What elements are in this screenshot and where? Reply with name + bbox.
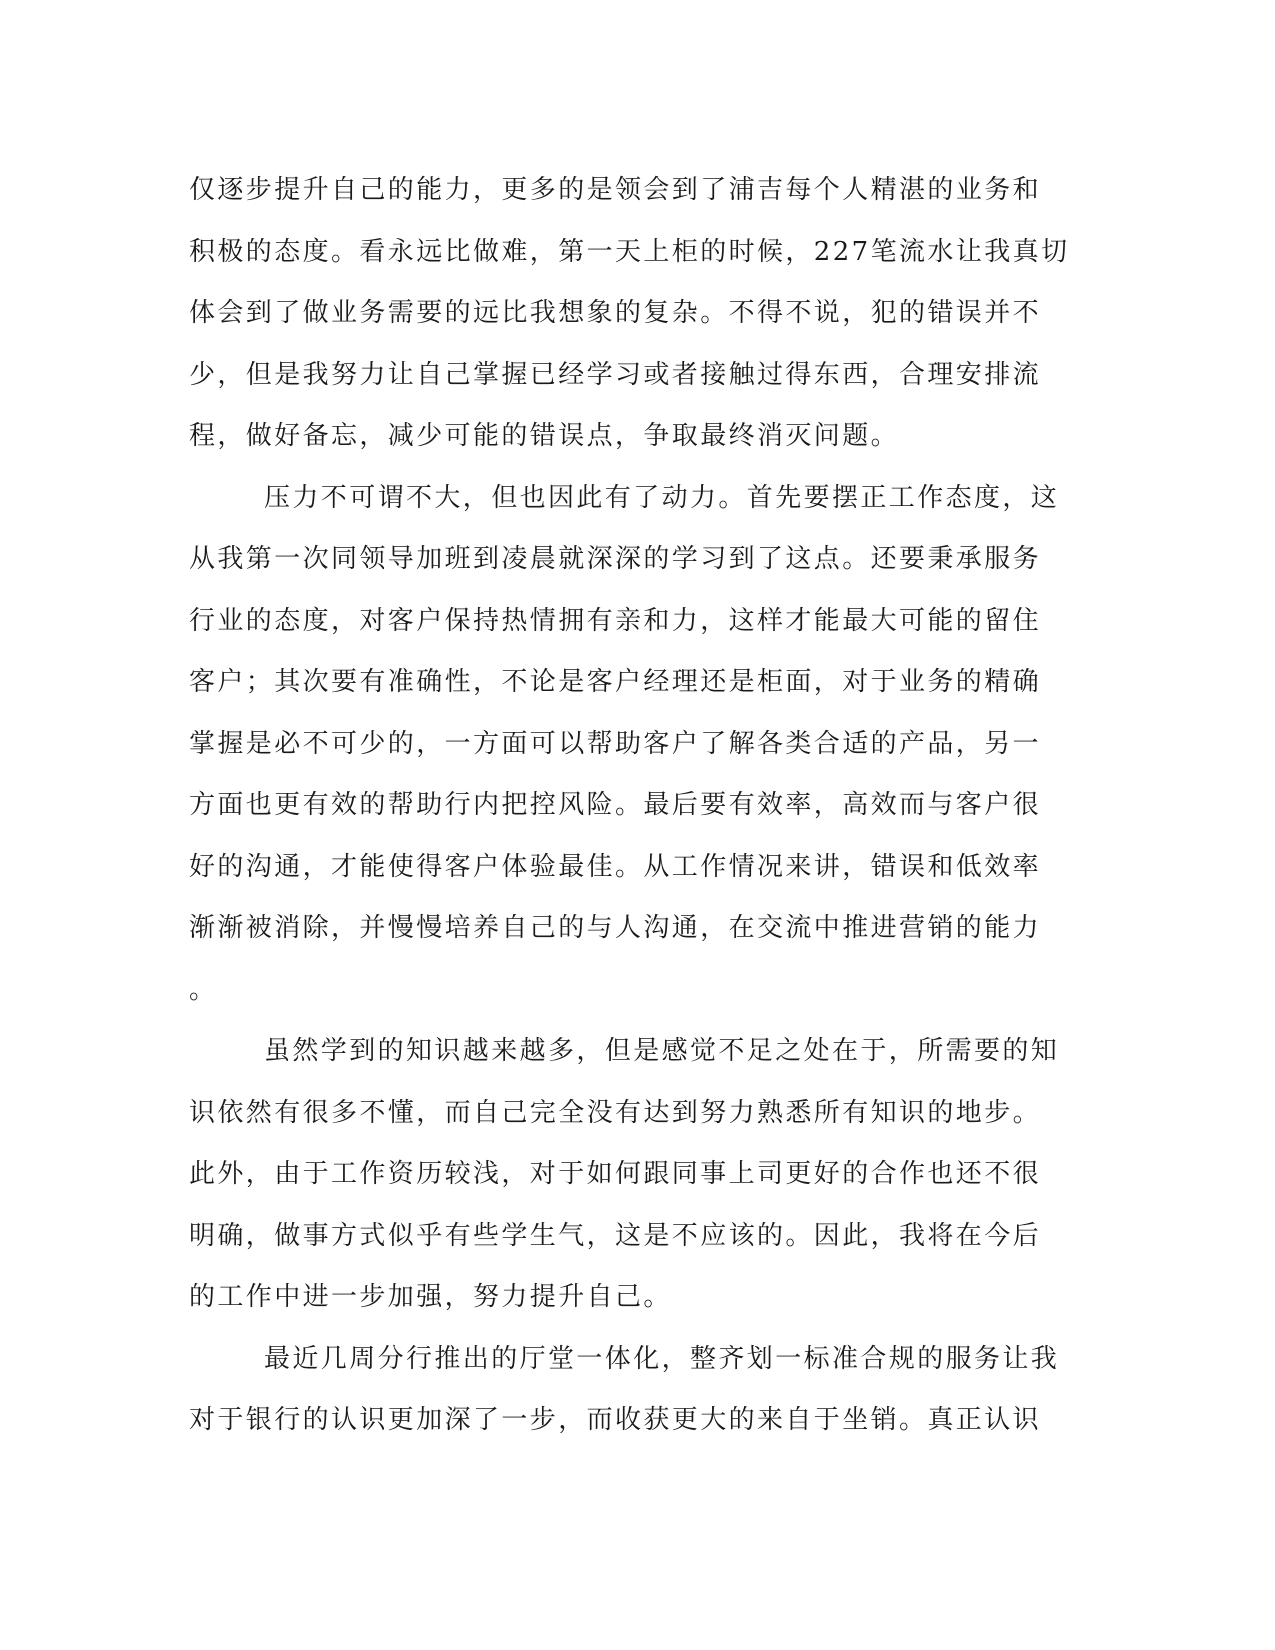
text-line: 明确，做事方式似乎有些学生气，这是不应该的。因此，我将在今后 xyxy=(189,1220,1042,1251)
text-line: 程，做好备忘，减少可能的错误点，争取最终消灭问题。 xyxy=(189,421,900,451)
text-line: 好的沟通，才能使得客户体验最佳。从工作情况来讲，错误和低效率 xyxy=(189,851,1042,882)
text-line: 识依然有很多不懂，而自己完全没有达到努力熟悉所有知识的地步。 xyxy=(189,1097,1042,1128)
text-line: 掌握是必不可少的，一方面可以帮助客户了解各类合适的产品，另一 xyxy=(189,728,1042,759)
text-line-paragraph-start: 压力不可谓不大，但也因此有了动力。首先要摆正工作态度，这 xyxy=(264,482,1060,513)
text-line: 渐渐被消除，并慢慢培养自己的与人沟通，在交流中推进营销的能力 xyxy=(189,913,1042,943)
text-line: 少，但是我努力让自己掌握已经学习或者接触过得东西，合理安排流 xyxy=(189,359,1042,390)
text-line: 对于银行的认识更加深了一步，而收获更大的来自于坐销。真正认识 xyxy=(189,1405,1042,1435)
text-line: 方面也更有效的帮助行内把控风险。最后要有效率，高效而与客户很 xyxy=(189,790,1042,820)
text-line: 此外，由于工作资历较浅，对于如何跟同事上司更好的合作也还不很 xyxy=(189,1159,1042,1189)
document-body xyxy=(189,160,1089,1452)
text-line-paragraph-start: 虽然学到的知识越来越多，但是感觉不足之处在于，所需要的知 xyxy=(264,1036,1060,1066)
text-line: 的工作中进一步加强，努力提升自己。 xyxy=(189,1282,672,1312)
text-line: 体会到了做业务需要的远比我想象的复杂。不得不说，犯的错误并不 xyxy=(189,298,1042,328)
text-line: 从我第一次同领导加班到凌晨就深深的学习到了这点。还要秉承服务 xyxy=(189,544,1042,574)
text-line: 积极的态度。看永远比做难，第一天上柜的时候，227笔流水让我真切 xyxy=(189,236,1070,267)
text-line: 。 xyxy=(189,974,218,1005)
text-line: 客户；其次要有准确性，不论是客户经理还是柜面，对于业务的精确 xyxy=(189,667,1042,697)
text-line-paragraph-start: 最近几周分行推出的厅堂一体化，整齐划一标准合规的服务让我 xyxy=(264,1343,1060,1374)
text-line: 行业的态度，对客户保持热情拥有亲和力，这样才能最大可能的留住 xyxy=(189,605,1042,636)
text-line: 仅逐步提升自己的能力，更多的是领会到了浦吉每个人精湛的业务和 xyxy=(189,175,1042,205)
